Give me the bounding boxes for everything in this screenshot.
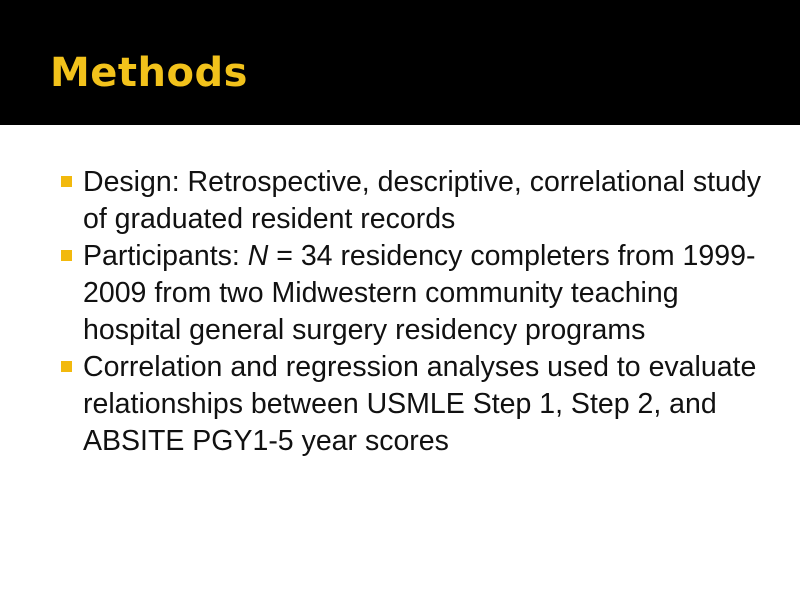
bullet-analysis: [60, 349, 770, 460]
square-bullet-icon: [61, 361, 72, 372]
bullet-participants: [60, 238, 770, 349]
slide-title: Methods: [50, 50, 248, 96]
bullet-participants-text: = 34 residency completers from 1999-2009 from two Midwestern community teaching hospital general surgery residency programs: [83, 240, 756, 346]
square-bullet-icon: [61, 176, 72, 187]
bullet-design-text: Design: Retrospective, descriptive, correlational study of graduated resident records: [83, 166, 761, 235]
bullet-participants-prefix: Participants:: [83, 240, 248, 272]
bullet-analysis-text: Correlation and regression analyses used to evaluate relationships between USMLE Step 1, Step 2, and ABSITE PGY1-5 year scores: [83, 351, 757, 457]
square-bullet-icon: [61, 250, 72, 261]
title-bar: [0, 0, 800, 125]
bullet-design: [60, 164, 770, 238]
bullet-list: [60, 164, 770, 460]
sample-size-symbol: N: [247, 240, 269, 272]
